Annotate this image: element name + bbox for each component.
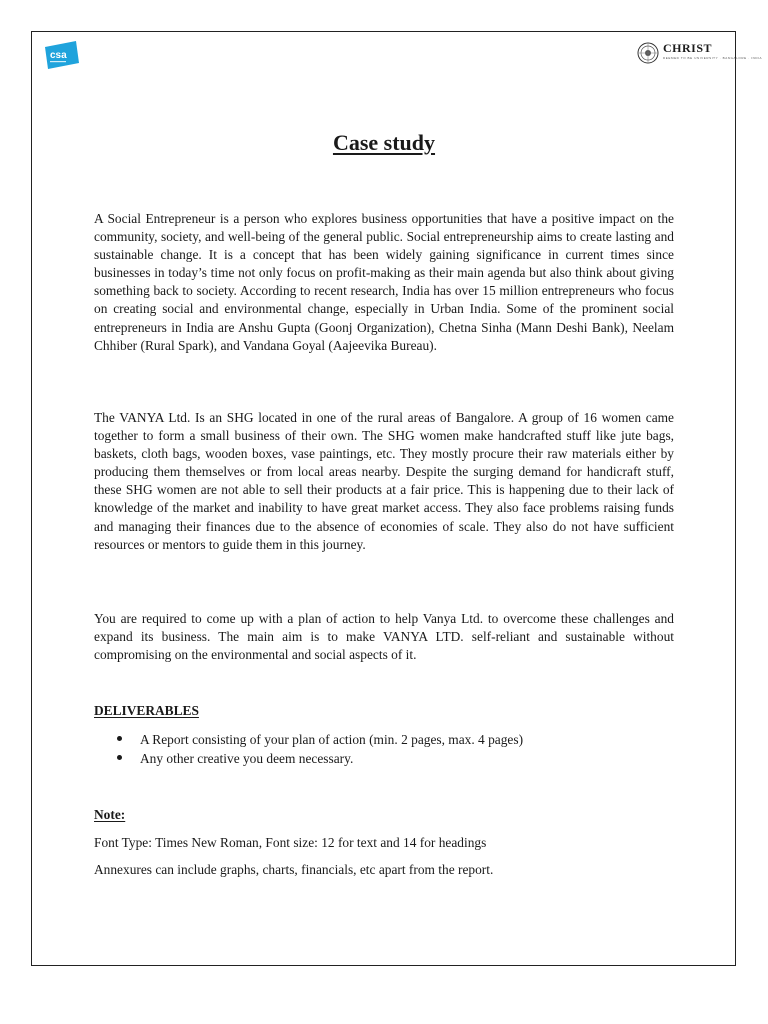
paragraph-vanya: The VANYA Ltd. Is an SHG located in one of the rural areas of Bangalore. A group of 16 women came together to form a small business of their own. The SHG women make handcrafted stuff like jute bags, baskets, cloth bags, wooden boxes, vase paintings, etc. They mostly procure their raw materials either by producing them themselves or from local areas nearby. Despite the surging demand for handicraft stuff, these SHG women are not able to sell their products at a fair price. This is happening due to their lack of knowledge of the market and inability to have great market access. They also face problems raising funds and managing their finances due to the absence of economies of scale. They also do not have sufficient resources or mentors to guide them in this journey.: [94, 410, 674, 552]
page-title: Case study: [332, 130, 436, 155]
bullet-icon: [117, 755, 122, 760]
note-annexures: Annexures can include graphs, charts, financials, etc apart from the report.: [94, 862, 494, 877]
list-item: [94, 749, 654, 768]
deliverable-text: A Report consisting of your plan of action (min. 2 pages, max. 4 pages): [140, 732, 524, 747]
christ-wordmark: CHRIST: [663, 41, 713, 55]
christ-tagline: DEEMED TO BE UNIVERSITY · BANGALORE · INDIA: [663, 56, 763, 60]
paragraph-task: You are required to come up with a plan of action to help Vanya Ltd. to overcome these challenges and expand its business. The main aim is to make VANYA LTD. self-reliant and sustainable without compromising on the environmental and social aspects of it.: [94, 611, 674, 663]
note-font-type: Font Type: Times New Roman, Font size: 12 for text and 14 for headings: [94, 835, 487, 850]
paragraph-intro: A Social Entrepreneur is a person who explores business opportunities that have a positive impact on the community, society, and well-being of the general public. Social entrepreneurship aims to create lasting and sustainable change. It is a concept that has been widely gaining significance in current times since businesses in today’s time not only focus on profit-making as their main agenda but also think about giving something back to society. According to recent research, India has over 15 million entrepreneurs who focus on creating social and environmental change, especially in Urban India. Some of the prominent social entrepreneurs in India are Anshu Gupta (Goonj Organization), Chetna Sinha (Mann Deshi Bank), Neelam Chhiber (Rural Spark), and Vandana Goyal (Aajeevika Bureau).: [94, 211, 674, 353]
deliverable-text: Any other creative you deem necessary.: [140, 751, 354, 766]
deliverables-heading: DELIVERABLES: [94, 703, 199, 718]
bullet-icon: [117, 736, 122, 741]
list-item: [94, 730, 654, 749]
csa-logo: [43, 41, 79, 69]
christ-university-logo: [637, 41, 763, 64]
deliverables-list: [94, 730, 654, 768]
csa-logo-text: csa: [50, 50, 67, 61]
university-seal-icon: [637, 42, 659, 64]
note-heading: Note:: [94, 807, 126, 822]
